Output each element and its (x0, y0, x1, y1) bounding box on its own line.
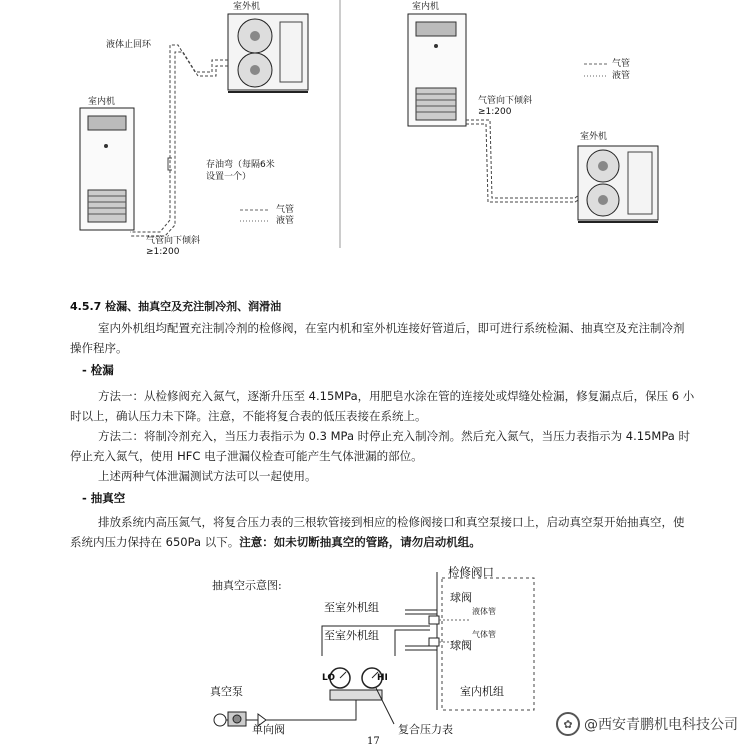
lo-label: LO (322, 673, 336, 683)
vacuum-title: - 抽真空 (82, 491, 126, 505)
leak-method1-text: 方法一：从检修阀充入氮气，逐渐升压至 4.15MPa，用肥皂水涂在管的连接处或焊缝处检漏，修复漏点后，保压 6 小时以上，确认压力未下降。注意，不能将复合表的低压表接在系统上。 (70, 389, 695, 423)
right-slope-label: 气管向下倾斜 (478, 96, 533, 106)
right-liquid-legend: 液管 (612, 71, 631, 81)
section-heading: 4.5.7 检漏、抽真空及充注制冷剂、润滑油 (70, 300, 282, 313)
left-indoor-label: 室内机 (88, 97, 116, 107)
leak-method1-paragraph (70, 386, 695, 426)
ball-valve-2 (429, 638, 439, 646)
indoor-unit-label: 室内机组 (460, 685, 504, 698)
right-gas-legend: 气管 (612, 59, 631, 69)
left-outdoor-unit (228, 14, 308, 92)
manifold-gauge-label: 复合压力表 (398, 723, 453, 736)
ball-valve-1 (429, 616, 439, 624)
right-slope-ratio: ≥1:200 (478, 107, 512, 117)
hose-high (395, 630, 430, 656)
hi-label: HI (377, 673, 388, 683)
vacuum-pump-label: 真空泵 (210, 685, 243, 698)
to-outdoor-label-1: 至室外机组 (324, 601, 379, 614)
vacuum-text: 排放系统内高压氮气，将复合压力表的三根软管接到相应的检修阀接口和真空泵接口上，启动真空泵开始抽真空，使系统内压力保持在 650Pa 以下。 (70, 515, 685, 549)
leak-note-text: 上述两种气体泄漏测试方法可以一起使用。 (98, 469, 317, 483)
oil-trap-mark (168, 158, 172, 170)
watermark-logo-icon: ✿ (556, 712, 580, 736)
left-gas-legend: 气管 (276, 205, 295, 215)
left-liquid-legend: 液管 (276, 216, 295, 226)
intro-text: 室内外机组均配置充注制冷剂的检修阀，在室内机和室外机连接好管道后，即可进行系统检漏、抽真空及充注制冷剂操作程序。 (70, 321, 685, 355)
gas-pipe-label: 气体管 (472, 630, 496, 639)
page-number: 17 (367, 736, 380, 747)
vacuum-warning: 注意：如未切断抽真空的管路，请勿启动机组。 (239, 535, 481, 549)
vacuum-paragraph (70, 512, 695, 552)
manifold-body (330, 690, 382, 700)
to-outdoor-label-2: 至室外机组 (324, 629, 379, 642)
right-indoor-unit (408, 14, 466, 126)
watermark-text: @西安青鹏机电科技公司 (584, 717, 738, 733)
hose-to-pump (258, 700, 356, 720)
right-indoor-label: 室内机 (412, 2, 440, 12)
left-slope-label: 气管向下倾斜 (146, 236, 201, 246)
left-piping (130, 45, 228, 236)
right-piping (466, 120, 585, 202)
left-slope-ratio: ≥1:200 (146, 247, 180, 257)
oil-trap-label-2: 设置一个） (206, 172, 252, 182)
vacuum-pump-motor (214, 714, 226, 726)
leak-title: - 检漏 (82, 363, 114, 377)
watermark (556, 712, 738, 736)
leak-note-paragraph (70, 466, 695, 486)
left-indoor-unit (80, 108, 134, 230)
check-valve-label: 单向阀 (252, 723, 285, 736)
leak-method2-paragraph (70, 426, 695, 466)
left-outdoor-label: 室外机 (233, 2, 261, 12)
leak-method2-text: 方法二：将制冷剂充入，当压力表指示为 0.3 MPa 时停止充入制冷剂。然后充入氮气，当压力表指示为 4.15MPa 时停止充入氮气，使用 HFC 电子泄漏仪检查可能产生气体泄漏的部位。 (70, 429, 690, 463)
vacuum-diagram-title: 抽真空示意图: (212, 579, 282, 592)
liquid-stop-loop-label: 液体止回环 (106, 40, 152, 50)
right-outdoor-unit (578, 146, 658, 222)
ball-valve-label-1: 球阀 (450, 591, 472, 604)
ball-valve-label-2: 球阀 (450, 639, 472, 652)
intro-paragraph (70, 318, 695, 358)
oil-trap-label-1: 存油弯（每隔6米 (206, 160, 275, 170)
service-port-label: 检修阀口 (448, 565, 494, 579)
liquid-pipe-label: 液体管 (472, 607, 496, 616)
right-outdoor-label: 室外机 (580, 132, 608, 142)
